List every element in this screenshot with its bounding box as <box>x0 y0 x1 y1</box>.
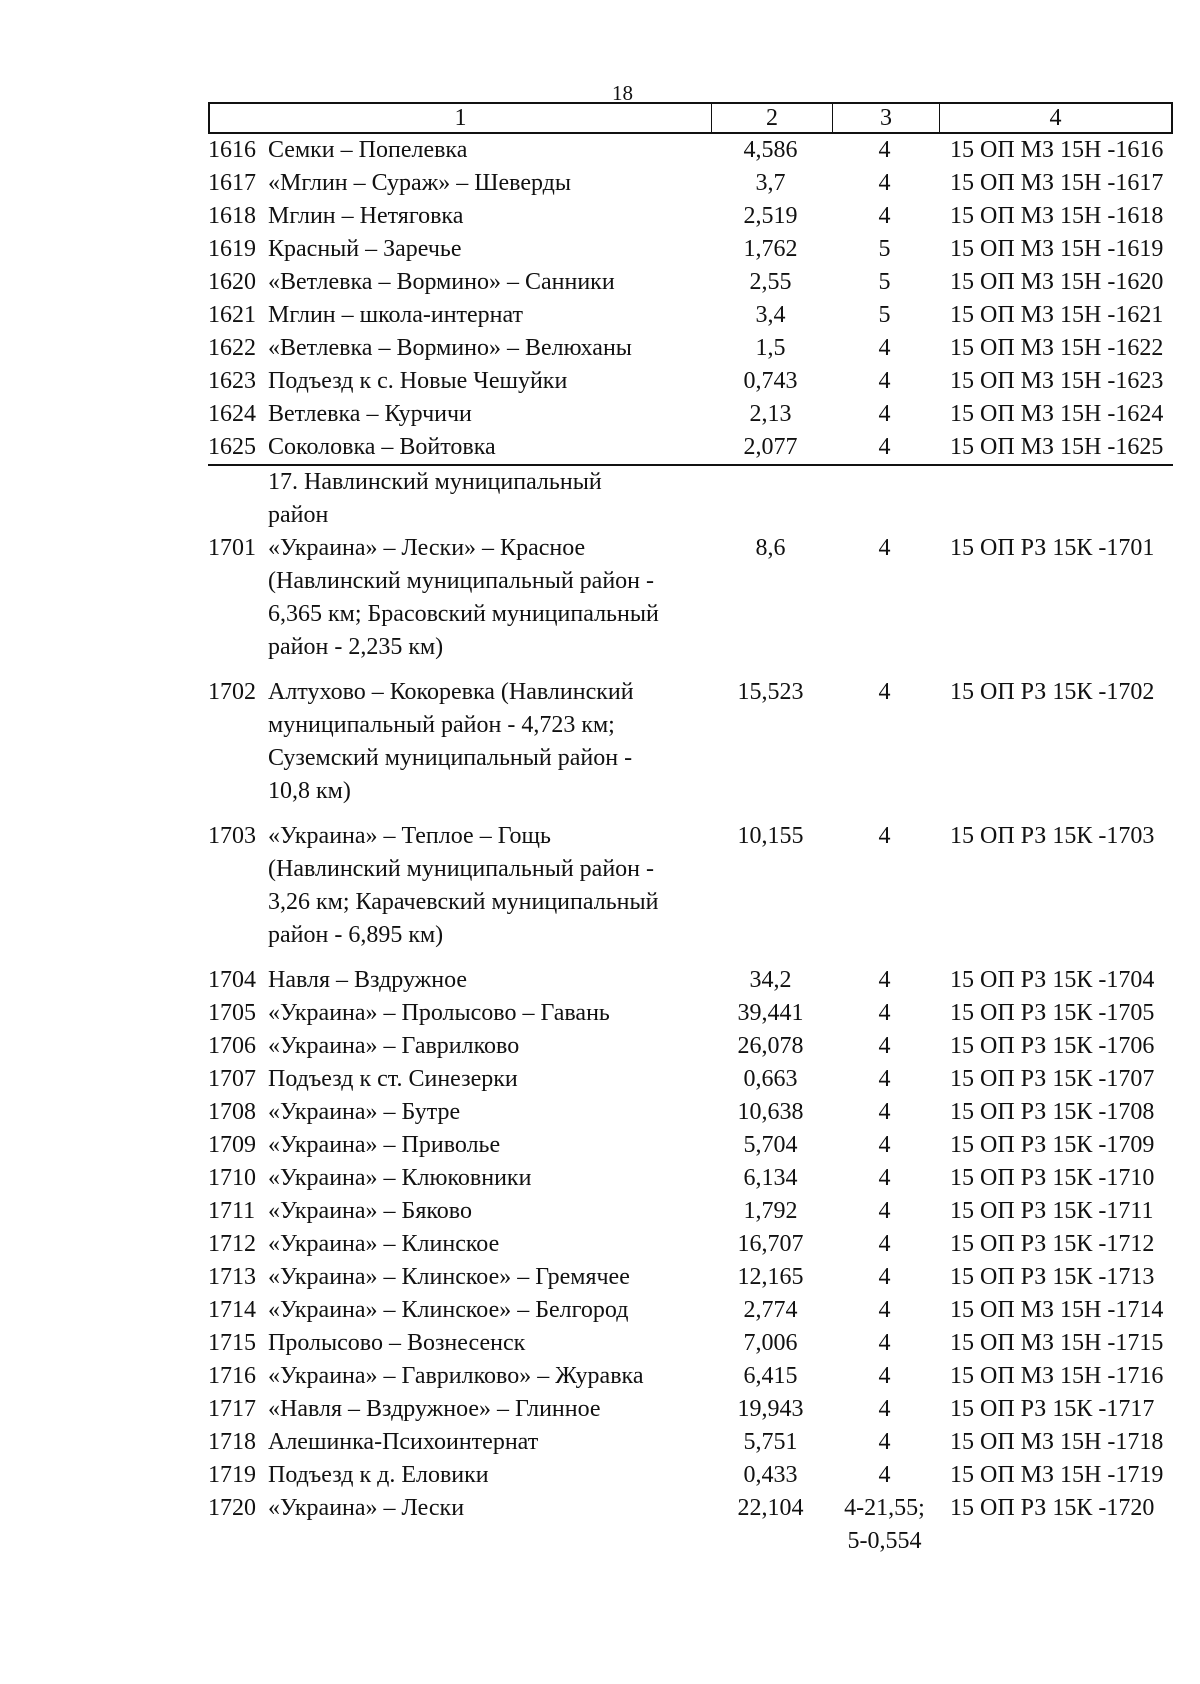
road-category: 4 <box>878 967 891 993</box>
road-length: 34,2 <box>749 967 792 993</box>
table-row <box>208 431 1173 464</box>
road-category: 4 <box>878 1033 891 1059</box>
table-row <box>208 398 1173 431</box>
road-category-line-1: 4-21,55; <box>844 1495 925 1521</box>
road-code: 15 ОП РЗ 15К -1706 <box>950 1033 1155 1059</box>
road-code: 15 ОП МЗ 15Н -1714 <box>950 1297 1164 1323</box>
road-code: 15 ОП МЗ 15Н -1715 <box>950 1330 1164 1356</box>
row-number: 1714 <box>208 1297 256 1323</box>
road-length: 7,006 <box>743 1330 798 1356</box>
section-title <box>208 466 1173 532</box>
table-row <box>208 1327 1173 1360</box>
table-row <box>208 134 1173 167</box>
road-name: «Украина» – Клинское <box>268 1231 500 1257</box>
road-name: «Украина» – Клюковники <box>268 1165 532 1191</box>
road-length: 15,523 <box>737 679 804 705</box>
row-number: 1703 <box>208 823 256 849</box>
road-name: «Украина» – Клинское» – Гремячее <box>268 1264 630 1290</box>
road-length: 5,751 <box>743 1429 798 1455</box>
road-length: 16,707 <box>737 1231 804 1257</box>
row-number: 1702 <box>208 679 256 705</box>
road-code: 15 ОП РЗ 15К -1702 <box>950 679 1155 705</box>
road-code: 15 ОП РЗ 15К -1717 <box>950 1396 1155 1422</box>
roads-table <box>208 102 1173 1558</box>
road-name-line: (Навлинский муниципальный район - <box>268 568 654 594</box>
group-navlya <box>208 964 1173 1492</box>
road-length: 10,638 <box>737 1099 804 1125</box>
road-category: 4 <box>878 1330 891 1356</box>
road-length: 2,519 <box>743 203 798 229</box>
row-number: 1715 <box>208 1330 256 1356</box>
row-number: 1719 <box>208 1462 256 1488</box>
row-number: 1705 <box>208 1000 256 1026</box>
table-row <box>208 1261 1173 1294</box>
road-name <box>265 532 710 664</box>
road-length: 6,134 <box>743 1165 798 1191</box>
road-code: 15 ОП РЗ 15К -1703 <box>950 823 1155 849</box>
table-row <box>208 1129 1173 1162</box>
road-code: 15 ОП МЗ 15Н -1619 <box>950 236 1164 262</box>
row-number: 1717 <box>208 1396 256 1422</box>
row-number: 1701 <box>208 535 256 561</box>
road-name <box>265 676 710 808</box>
table-row <box>208 1195 1173 1228</box>
road-category: 4 <box>878 1099 891 1125</box>
road-category: 4 <box>878 1066 891 1092</box>
road-code: 15 ОП РЗ 15К -1713 <box>950 1264 1155 1290</box>
road-name: «Украина» – Бяково <box>268 1198 472 1224</box>
row-number: 1622 <box>208 335 256 361</box>
row-number: 1710 <box>208 1165 256 1191</box>
road-name: Соколовка – Войтовка <box>268 434 496 460</box>
row-number: 1619 <box>208 236 256 262</box>
road-code: 15 ОП РЗ 15К -1710 <box>950 1165 1155 1191</box>
road-length: 3,7 <box>755 170 786 196</box>
road-code: 15 ОП МЗ 15Н -1618 <box>950 203 1164 229</box>
road-name: Мглин – Нетяговка <box>268 203 464 229</box>
table-header <box>208 102 1173 134</box>
road-category: 4 <box>878 1000 891 1026</box>
road-code: 15 ОП МЗ 15Н -1718 <box>950 1429 1164 1455</box>
table-row <box>208 676 1173 808</box>
table-row <box>208 1063 1173 1096</box>
table-row <box>208 820 1173 952</box>
road-name <box>265 820 710 952</box>
header-col-1: 1 <box>210 104 712 132</box>
road-code: 15 ОП МЗ 15Н -1617 <box>950 170 1164 196</box>
row-number: 1709 <box>208 1132 256 1158</box>
road-name-line: «Украина» – Лески» – Красное <box>268 535 586 561</box>
road-name: Навля – Вздружное <box>268 967 468 993</box>
row-number: 1616 <box>208 137 256 163</box>
road-category: 4 <box>878 1132 891 1158</box>
row-number: 1624 <box>208 401 256 427</box>
road-name: Подъезд к ст. Синезерки <box>268 1066 518 1092</box>
road-name-line: Суземский муниципальный район - <box>268 745 633 771</box>
road-code: 15 ОП МЗ 15Н -1625 <box>950 434 1164 460</box>
header-col-4: 4 <box>1049 104 1062 131</box>
road-length: 26,078 <box>737 1033 804 1059</box>
table-row <box>208 1459 1173 1492</box>
row-number: 1623 <box>208 368 256 394</box>
road-name-line: муниципальный район - 4,723 км; <box>268 712 615 738</box>
road-category: 4 <box>878 1462 891 1488</box>
road-name-line: Алтухово – Кокоревка (Навлинский <box>268 679 634 705</box>
road-length: 10,155 <box>737 823 804 849</box>
road-name: «Украина» – Гаврилково <box>268 1033 520 1059</box>
table-row <box>208 1393 1173 1426</box>
road-category: 4 <box>878 368 891 394</box>
road-name: Подъезд к д. Еловики <box>268 1462 489 1488</box>
row-number: 1716 <box>208 1363 256 1389</box>
road-category-line-2: 5-0,554 <box>847 1528 922 1554</box>
road-code: 15 ОП РЗ 15К -1720 <box>950 1495 1155 1521</box>
row-number: 1708 <box>208 1099 256 1125</box>
road-category: 5 <box>878 302 891 328</box>
table-row <box>208 1294 1173 1327</box>
road-name-line: (Навлинский муниципальный район - <box>268 856 654 882</box>
road-category: 4 <box>878 1198 891 1224</box>
road-category: 4 <box>878 1231 891 1257</box>
road-name: «Ветлевка – Вормино» – Велюханы <box>268 335 632 361</box>
group-mglin <box>208 134 1173 464</box>
road-category: 4 <box>878 401 891 427</box>
road-name-line: 3,26 км; Карачевский муниципальный <box>268 889 659 915</box>
road-category: 4 <box>878 137 891 163</box>
road-length: 8,6 <box>755 535 786 561</box>
row-number: 1718 <box>208 1429 256 1455</box>
road-length: 5,704 <box>743 1132 798 1158</box>
row-number: 1720 <box>208 1495 256 1521</box>
road-code: 15 ОП МЗ 15Н -1716 <box>950 1363 1164 1389</box>
road-length: 3,4 <box>755 302 786 328</box>
road-code: 15 ОП МЗ 15Н -1719 <box>950 1462 1164 1488</box>
table-row <box>208 1096 1173 1129</box>
road-length: 1,762 <box>743 236 798 262</box>
table-row <box>208 1162 1173 1195</box>
road-code: 15 ОП МЗ 15Н -1624 <box>950 401 1164 427</box>
road-length: 0,433 <box>743 1462 798 1488</box>
road-name-line: район - 6,895 км) <box>268 922 444 948</box>
road-code: 15 ОП МЗ 15Н -1622 <box>950 335 1164 361</box>
row-number: 1707 <box>208 1066 256 1092</box>
road-code: 15 ОП РЗ 15К -1701 <box>950 535 1155 561</box>
page-number: 18 <box>612 81 633 105</box>
table-row <box>208 997 1173 1030</box>
group-navlya-multi <box>208 532 1173 964</box>
road-category: 4 <box>878 1363 891 1389</box>
row-number: 1625 <box>208 434 256 460</box>
road-length: 12,165 <box>737 1264 804 1290</box>
road-category: 4 <box>878 1396 891 1422</box>
table-row <box>208 200 1173 233</box>
row-number: 1618 <box>208 203 256 229</box>
table-row <box>208 1426 1173 1459</box>
table-row <box>208 365 1173 398</box>
road-name-line: «Украина» – Теплое – Гощь <box>268 823 551 849</box>
row-number: 1712 <box>208 1231 256 1257</box>
header-col-3: 3 <box>833 104 940 132</box>
road-category: 4 <box>878 1165 891 1191</box>
road-name-line: 10,8 км) <box>268 778 351 804</box>
road-name: «Украина» – Клинское» – Белгород <box>268 1297 629 1323</box>
road-category <box>831 1492 938 1558</box>
road-code: 15 ОП МЗ 15Н -1621 <box>950 302 1164 328</box>
row-number: 1621 <box>208 302 256 328</box>
road-name: Подъезд к с. Новые Чешуйки <box>268 368 568 394</box>
road-category: 4 <box>878 434 891 460</box>
road-category: 5 <box>878 236 891 262</box>
road-category: 4 <box>878 170 891 196</box>
table-row <box>208 266 1173 299</box>
road-length: 4,586 <box>743 137 798 163</box>
road-code: 15 ОП РЗ 15К -1704 <box>950 967 1155 993</box>
road-name: «Мглин – Сураж» – Шеверды <box>268 170 571 196</box>
road-name-line: 6,365 км; Брасовский муниципальный <box>268 601 659 627</box>
road-name: Алешинка-Психоинтернат <box>268 1429 539 1455</box>
header-col-2: 2 <box>712 104 833 132</box>
road-code: 15 ОП МЗ 15Н -1623 <box>950 368 1164 394</box>
row-number: 1713 <box>208 1264 256 1290</box>
road-length: 19,943 <box>737 1396 804 1422</box>
road-category: 4 <box>878 1429 891 1455</box>
road-length: 2,077 <box>743 434 798 460</box>
road-length: 2,55 <box>749 269 792 295</box>
table-row <box>208 233 1173 266</box>
road-length: 22,104 <box>737 1495 804 1521</box>
table-row <box>208 1228 1173 1261</box>
road-name: Семки – Попелевка <box>268 137 468 163</box>
table-row <box>208 167 1173 200</box>
road-name: «Ветлевка – Вормино» – Санники <box>268 269 615 295</box>
road-length: 1,792 <box>743 1198 798 1224</box>
road-name: «Навля – Вздружное» – Глинное <box>268 1396 601 1422</box>
road-code: 15 ОП МЗ 15Н -1616 <box>950 137 1164 163</box>
road-length: 0,663 <box>743 1066 798 1092</box>
table-row <box>208 332 1173 365</box>
table-row <box>208 532 1173 664</box>
row-number: 1617 <box>208 170 256 196</box>
road-code: 15 ОП РЗ 15К -1707 <box>950 1066 1155 1092</box>
row-number: 1704 <box>208 967 256 993</box>
road-category: 4 <box>878 335 891 361</box>
road-code: 15 ОП РЗ 15К -1712 <box>950 1231 1155 1257</box>
road-length: 6,415 <box>743 1363 798 1389</box>
road-name: «Украина» – Гаврилково» – Журавка <box>268 1363 644 1389</box>
road-code: 15 ОП РЗ 15К -1705 <box>950 1000 1155 1026</box>
road-category: 5 <box>878 269 891 295</box>
table-row <box>208 1360 1173 1393</box>
road-length: 2,774 <box>743 1297 798 1323</box>
table-row <box>208 1492 1173 1558</box>
road-length: 39,441 <box>737 1000 804 1026</box>
table-row <box>208 964 1173 997</box>
road-name: Красный – Заречье <box>268 236 462 262</box>
road-name: «Украина» – Приволье <box>268 1132 501 1158</box>
road-length: 0,743 <box>743 368 798 394</box>
road-category: 4 <box>878 679 891 705</box>
road-name: Ветлевка – Курчичи <box>268 401 472 427</box>
section-title-line-2: район <box>268 502 329 528</box>
road-category: 4 <box>878 823 891 849</box>
road-code: 15 ОП РЗ 15К -1711 <box>950 1198 1154 1224</box>
road-category: 4 <box>878 203 891 229</box>
table-row <box>208 299 1173 332</box>
road-name: «Украина» – Бутре <box>268 1099 461 1125</box>
road-category: 4 <box>878 535 891 561</box>
road-code: 15 ОП МЗ 15Н -1620 <box>950 269 1164 295</box>
road-category: 4 <box>878 1264 891 1290</box>
row-number: 1706 <box>208 1033 256 1059</box>
road-code: 15 ОП РЗ 15К -1708 <box>950 1099 1155 1125</box>
road-length: 2,13 <box>749 401 792 427</box>
section-title-line-1: 17. Навлинский муниципальный <box>268 469 602 495</box>
table-row <box>208 1030 1173 1063</box>
row-number: 1620 <box>208 269 256 295</box>
road-name-line: район - 2,235 км) <box>268 634 444 660</box>
road-name: Мглин – школа-интернат <box>268 302 524 328</box>
road-length: 1,5 <box>755 335 786 361</box>
row-number: 1711 <box>208 1198 256 1224</box>
road-category: 4 <box>878 1297 891 1323</box>
road-name: «Украина» – Лески <box>268 1495 465 1521</box>
road-name: «Украина» – Пролысово – Гавань <box>268 1000 610 1026</box>
road-name: Пролысово – Вознесенск <box>268 1330 526 1356</box>
road-code: 15 ОП РЗ 15К -1709 <box>950 1132 1155 1158</box>
